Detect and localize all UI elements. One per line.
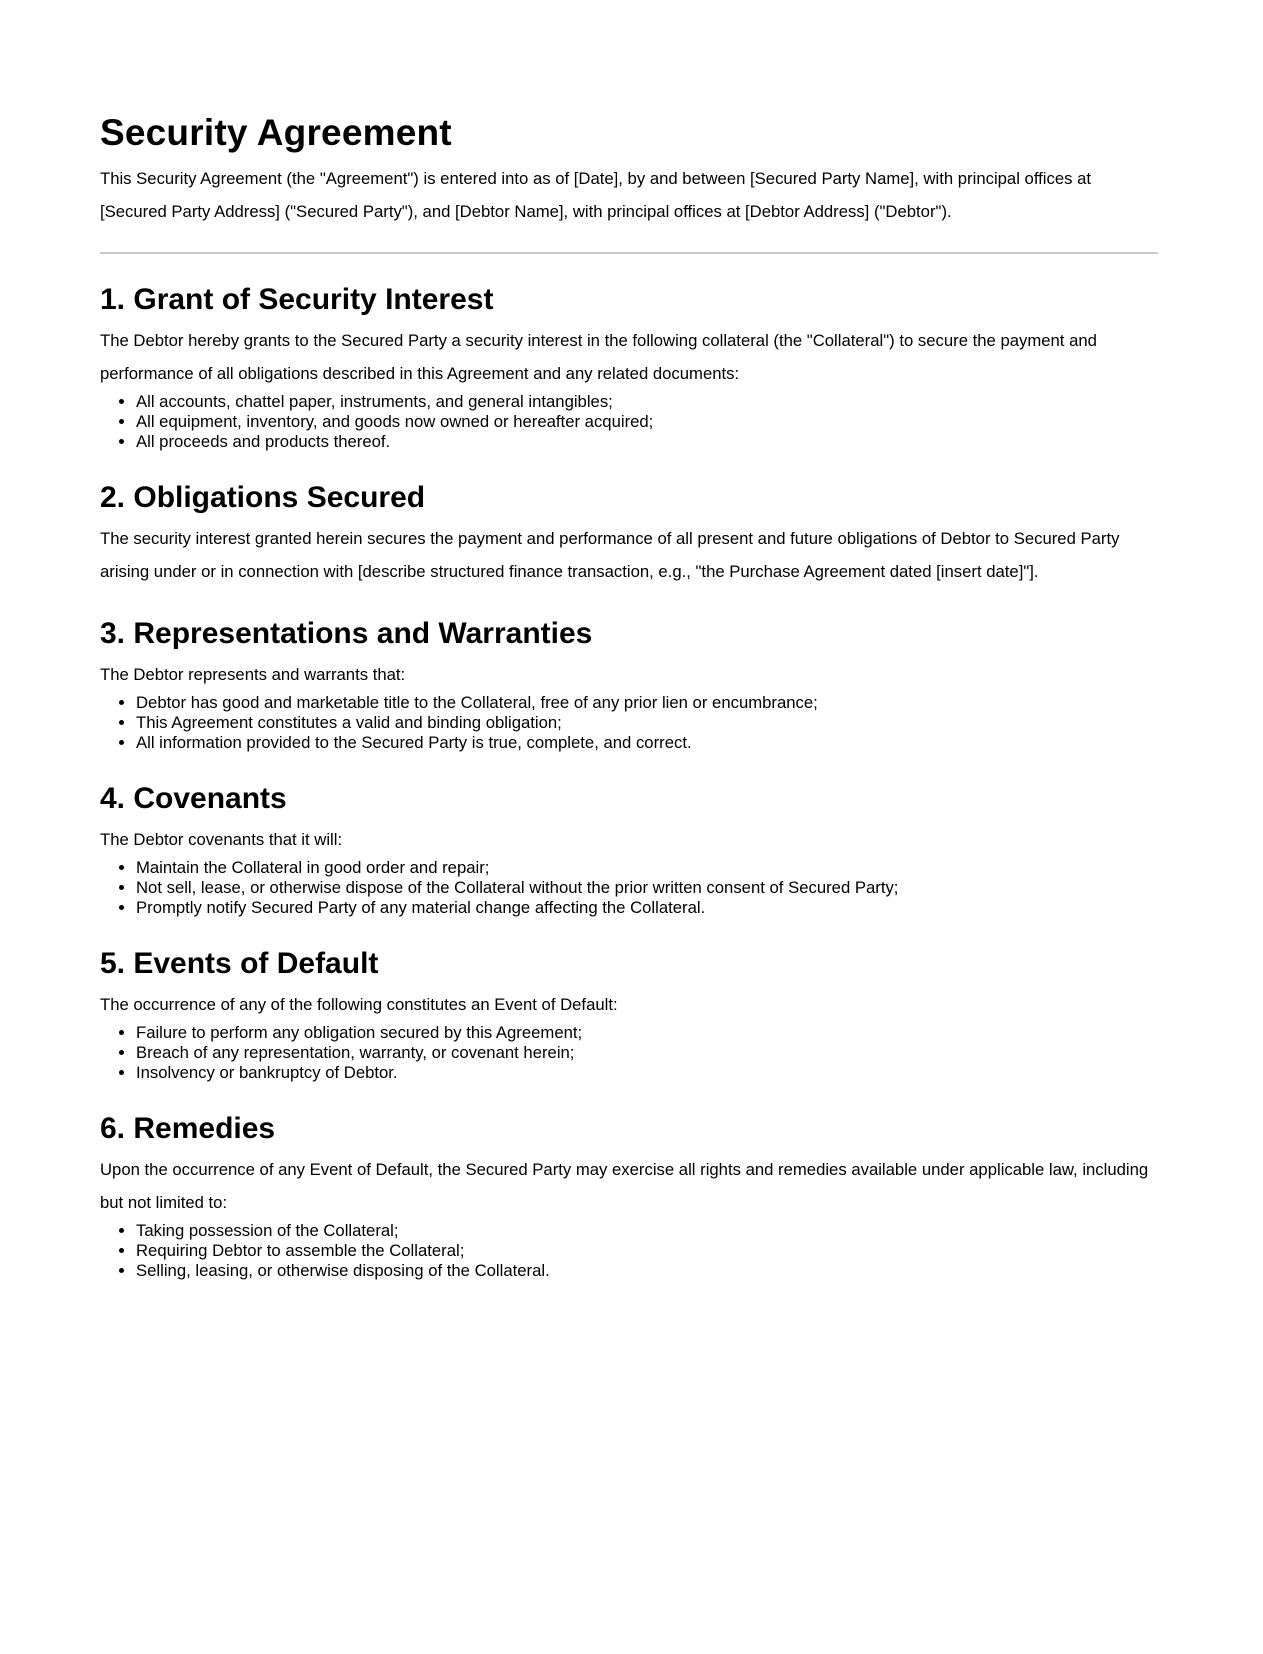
list-item: • Taking possession of the Collateral; (136, 1221, 1158, 1241)
section-grant-of-security-interest (100, 282, 1158, 452)
section-heading-4: 4. Covenants (100, 782, 287, 815)
section-heading-2: 2. Obligations Secured (100, 481, 426, 514)
intro-paragraph: This Security Agreement (the "Agreement") is entered into as of [Date], by and between [Secured Party Name], with principal offices at [Secured Party Address] ("Secured Party"), and [Debtor Name], with principal offices at [Debtor Address] ("Debtor"). (100, 169, 1092, 221)
section-heading-6: 6. Remedies (100, 1112, 276, 1145)
list-item: • Maintain the Collateral in good order and repair; (136, 858, 1158, 878)
list-item: • Requiring Debtor to assemble the Collateral; (136, 1241, 1158, 1261)
section-3-list (100, 693, 1158, 753)
section-6-body: Upon the occurrence of any Event of Default, the Secured Party may exercise all rights and remedies available under applicable law, including but not limited to: (100, 1160, 1149, 1212)
section-heading-1: 1. Grant of Security Interest (100, 283, 494, 316)
list-item: • Breach of any representation, warranty, or covenant herein; (136, 1043, 1158, 1063)
list-item: • Promptly notify Secured Party of any material change affecting the Collateral. (136, 898, 1158, 918)
list-item: • This Agreement constitutes a valid and binding obligation; (136, 713, 1158, 733)
list-item: • Debtor has good and marketable title to the Collateral, free of any prior lien or encumbrance; (136, 693, 1158, 713)
section-events-of-default (100, 946, 1158, 1083)
section-heading-5: 5. Events of Default (100, 947, 379, 980)
section-obligations-secured (100, 480, 1158, 588)
section-remedies (100, 1111, 1158, 1281)
section-1-list (100, 392, 1158, 452)
list-item: • Failure to perform any obligation secured by this Agreement; (136, 1023, 1158, 1043)
section-5-list (100, 1023, 1158, 1083)
section-6-list (100, 1221, 1158, 1281)
section-2-body: The security interest granted herein secures the payment and performance of all present and future obligations of Debtor to Secured Party arising under or in connection with [describe structured finance transaction, e.g., "the Purchase Agreement dated [insert date]"]. (100, 529, 1120, 581)
list-item: • All equipment, inventory, and goods now owned or hereafter acquired; (136, 412, 1158, 432)
list-item: • Selling, leasing, or otherwise disposing of the Collateral. (136, 1261, 1158, 1281)
section-3-body: The Debtor represents and warrants that: (100, 665, 406, 684)
section-divider (100, 252, 1158, 254)
section-5-body: The occurrence of any of the following constitutes an Event of Default: (100, 995, 618, 1014)
document-title: Security Agreement (100, 112, 452, 153)
list-item: • All accounts, chattel paper, instruments, and general intangibles; (136, 392, 1158, 412)
section-4-body: The Debtor covenants that it will: (100, 830, 343, 849)
section-covenants (100, 781, 1158, 918)
section-representations-and-warranties (100, 616, 1158, 753)
section-heading-3: 3. Representations and Warranties (100, 617, 593, 650)
section-4-list (100, 858, 1158, 918)
list-item: • All proceeds and products thereof. (136, 432, 1158, 452)
list-item: • Not sell, lease, or otherwise dispose of the Collateral without the prior written consent of Secured Party; (136, 878, 1158, 898)
section-1-body: The Debtor hereby grants to the Secured Party a security interest in the following collateral (the "Collateral") to secure the payment and performance of all obligations described in this Agreement and any related documents: (100, 331, 1097, 383)
list-item: • Insolvency or bankruptcy of Debtor. (136, 1063, 1158, 1083)
list-item: • All information provided to the Secured Party is true, complete, and correct. (136, 733, 1158, 753)
